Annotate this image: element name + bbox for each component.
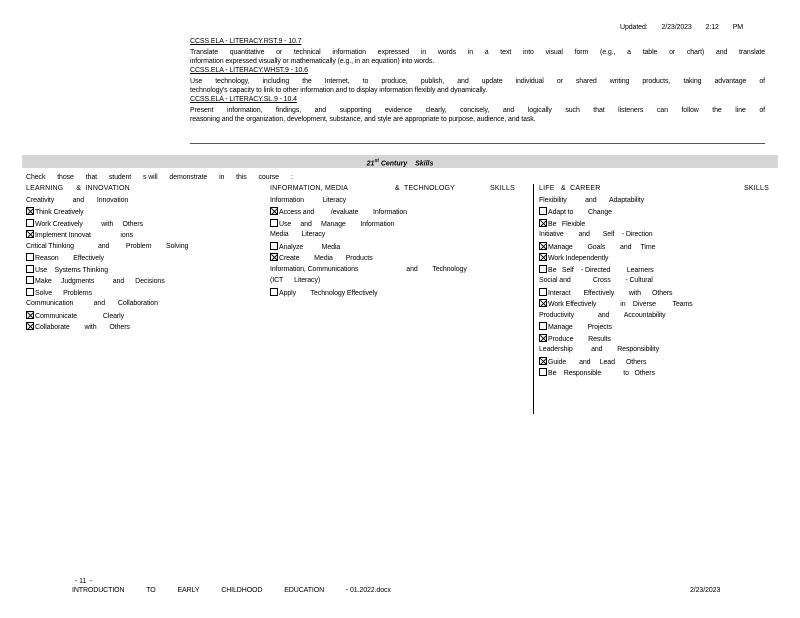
- instruction-word: student: [108, 174, 132, 181]
- skill-item-label: Access and /evaluate Information: [279, 209, 407, 216]
- skill-item: [539, 242, 779, 254]
- updated-date: 2/23/2023: [661, 24, 692, 31]
- unchecked-checkbox[interactable]: [270, 242, 278, 250]
- skill-item-label: Reason Effectively: [35, 255, 104, 262]
- checked-checkbox[interactable]: [539, 242, 547, 250]
- skills-header-suffix: Century Skills: [378, 160, 434, 168]
- checked-checkbox[interactable]: [26, 322, 34, 330]
- skill-item: [539, 322, 779, 334]
- checked-checkbox[interactable]: [539, 357, 547, 365]
- skill-item-label: Analyze Media: [279, 243, 341, 251]
- skill-item-label: Be Responsible to Others: [548, 370, 655, 377]
- checked-checkbox[interactable]: [539, 253, 547, 261]
- skill-item-label: Work Effectively in Diverse Teams: [548, 301, 693, 308]
- skills-section-header: [22, 155, 778, 168]
- unchecked-checkbox[interactable]: [270, 288, 278, 296]
- unchecked-checkbox[interactable]: [26, 219, 34, 227]
- skill-item: [270, 288, 525, 300]
- skill-category: Information, Communications and Technology: [270, 265, 467, 273]
- standards-block: [190, 37, 765, 124]
- unchecked-checkbox[interactable]: [539, 207, 547, 215]
- standard-text-line: reasoning and the organization, development, substance, and style are appropriate to purpose, audience, and task.: [190, 116, 536, 123]
- skill-item-label: Adapt to Change: [548, 209, 612, 216]
- unchecked-checkbox[interactable]: [539, 265, 547, 273]
- footer-word: INTRODUCTION: [72, 587, 125, 594]
- checked-checkbox[interactable]: [539, 334, 547, 342]
- skill-category: Creativity and Innovation: [26, 196, 129, 204]
- updated-time: 2:12: [705, 24, 719, 31]
- checked-checkbox[interactable]: [539, 219, 547, 227]
- standard-code: CCSS.ELA - LITERACY.WHST.9 - 10.6: [190, 67, 308, 74]
- footer-word: CHILDHOOD: [221, 587, 263, 594]
- checked-checkbox[interactable]: [270, 207, 278, 215]
- skill-item: [270, 242, 525, 254]
- information-media-column: [270, 184, 525, 299]
- checked-checkbox[interactable]: [26, 311, 34, 319]
- skill-item-label: Create Media Products: [279, 255, 373, 262]
- standard-code: CCSS.ELA - LITERACY.SL.9 - 10.4: [190, 96, 297, 103]
- column-header-title: LEARNING & INNOVATION: [26, 185, 130, 192]
- skill-item-label: Produce Results: [548, 335, 611, 343]
- page-number: - 11 -: [75, 578, 93, 585]
- skill-item: [26, 219, 261, 231]
- skill-item-label: Be Flexible: [548, 220, 586, 228]
- skill-item: [26, 311, 261, 323]
- skill-item: [26, 322, 261, 334]
- column-header: [539, 184, 779, 196]
- standard-text-line: information expressed visually or mathematically (e.g., in an equation) into words.: [190, 58, 435, 65]
- skill-item: [539, 207, 779, 219]
- skill-item-label: Make Judgments and Decisions: [35, 278, 165, 285]
- skill-category: Flexibility and Adaptability: [539, 196, 645, 204]
- instruction-word: this: [236, 174, 247, 181]
- skill-item-label: Use and Manage Information: [279, 220, 395, 228]
- skill-item-label: Manage Goals and Time: [548, 243, 656, 251]
- skill-item: [26, 253, 261, 265]
- skill-category: Productivity and Accountability: [539, 311, 666, 319]
- column-header: [26, 184, 261, 196]
- skill-category: Leadership and Responsibility: [539, 346, 660, 353]
- skill-item: [539, 357, 779, 369]
- unchecked-checkbox[interactable]: [539, 322, 547, 330]
- checked-checkbox[interactable]: [539, 299, 547, 307]
- skill-item: [270, 207, 525, 219]
- life-career-column: [539, 184, 779, 380]
- instruction-word: :: [290, 174, 293, 181]
- instruction-word: course: [258, 174, 279, 181]
- footer-word: TO: [146, 587, 156, 594]
- column-divider: [533, 184, 534, 414]
- skill-item-label: Work Creatively with Others: [35, 220, 143, 228]
- instruction-word: Check: [26, 174, 46, 181]
- skill-item: [26, 276, 261, 288]
- column-header-title: INFORMATION, MEDIA & TECHNOLOGY: [270, 185, 455, 192]
- checked-checkbox[interactable]: [270, 253, 278, 261]
- skill-item: [539, 299, 779, 311]
- skills-header-prefix: 21: [366, 160, 375, 168]
- skill-item-label: Collaborate with Others: [35, 324, 130, 331]
- checked-checkbox[interactable]: [26, 230, 34, 238]
- standard-item: [190, 66, 765, 95]
- skill-item: [26, 230, 261, 242]
- skill-item: [26, 265, 261, 277]
- column-header: [270, 184, 525, 196]
- skill-item: [539, 219, 779, 231]
- footer-word: - 01.2022.docx: [345, 587, 391, 594]
- skill-item: [26, 288, 261, 300]
- column-header-title: LIFE & CAREER: [539, 185, 601, 192]
- standard-text-line: Use technology, including the Internet, to produce, publish, and update individual or shared writing products, taking advantage of: [190, 78, 765, 85]
- unchecked-checkbox[interactable]: [26, 276, 34, 284]
- instruction-word: demonstrate: [169, 174, 208, 181]
- skill-item-label: Interact Effectively with Others: [548, 289, 673, 297]
- skill-item-label: Work Independently: [548, 255, 609, 262]
- updated-stamp: [620, 23, 755, 32]
- skill-item-label: Solve Problems: [35, 289, 92, 297]
- unchecked-checkbox[interactable]: [26, 265, 34, 273]
- footer-word: EARLY: [177, 587, 200, 594]
- standard-item: [190, 37, 765, 66]
- skill-category: Initiative and Self - Direction: [539, 231, 653, 238]
- skill-item: [539, 334, 779, 346]
- footer-date: 2/23/2023: [690, 587, 721, 594]
- skill-item: [539, 253, 779, 265]
- skill-item-label: Communicate Clearly: [35, 312, 124, 320]
- standard-text-line: Present information, findings, and supporting evidence clearly, concisely, and logically such that listeners can follow the line of: [190, 107, 765, 114]
- unchecked-checkbox[interactable]: [26, 288, 34, 296]
- skill-category: Communication and Collaboration: [26, 300, 158, 307]
- standard-item: [190, 95, 765, 124]
- skill-item: [26, 207, 261, 219]
- updated-label: Updated:: [620, 24, 648, 31]
- skill-item-label: Apply Technology Effectively: [279, 289, 378, 297]
- section-divider: [190, 143, 765, 144]
- instruction-word: those: [57, 174, 74, 181]
- skill-item-label: Manage Projects: [548, 324, 612, 331]
- skill-category: (ICT Literacy): [270, 277, 321, 284]
- skill-item-label: Implement Innovat ions: [35, 232, 133, 239]
- footer-doc-title: [72, 586, 411, 595]
- instruction-word: in: [219, 174, 225, 181]
- unchecked-checkbox[interactable]: [539, 368, 547, 376]
- skill-item: [539, 368, 779, 380]
- skill-category: Social and Cross - Cultural: [539, 277, 653, 284]
- skill-category: Information Literacy: [270, 196, 347, 204]
- unchecked-checkbox[interactable]: [26, 253, 34, 261]
- skill-item-label: Use Systems Thinking: [35, 266, 109, 274]
- skill-item: [270, 253, 525, 265]
- skill-item-label: Think Creatively: [35, 209, 84, 216]
- checked-checkbox[interactable]: [26, 207, 34, 215]
- skill-item-label: Be Self - Directed Learners: [548, 266, 654, 274]
- skill-category: Critical Thinking and Problem Solving: [26, 242, 189, 250]
- footer-word: EDUCATION: [284, 587, 325, 594]
- updated-ampm: PM: [732, 24, 743, 31]
- skill-item: [270, 219, 525, 231]
- instruction-line: [26, 173, 303, 182]
- skill-category: Media Literacy: [270, 231, 326, 238]
- column-header-skills: SKILLS: [744, 185, 769, 192]
- column-header-skills: SKILLS: [490, 185, 515, 192]
- skill-item: [539, 265, 779, 277]
- skill-item: [539, 288, 779, 300]
- skill-item-label: Guide and Lead Others: [548, 358, 647, 366]
- instruction-word: that: [85, 174, 97, 181]
- standard-text-line: technology's capacity to link to other information and to display information flexibly and dynamically.: [190, 87, 488, 94]
- standard-text-line: Translate quantitative or technical information expressed in words in a text into visual form (e.g., a table or chart) and translate: [190, 49, 765, 56]
- standard-code: CCSS.ELA - LITERACY.RST.9 - 10.7: [190, 38, 302, 45]
- learning-innovation-column: [26, 184, 261, 334]
- unchecked-checkbox[interactable]: [539, 288, 547, 296]
- unchecked-checkbox[interactable]: [270, 219, 278, 227]
- instruction-word: s will: [142, 174, 158, 181]
- skills-header-sup: st: [374, 158, 379, 164]
